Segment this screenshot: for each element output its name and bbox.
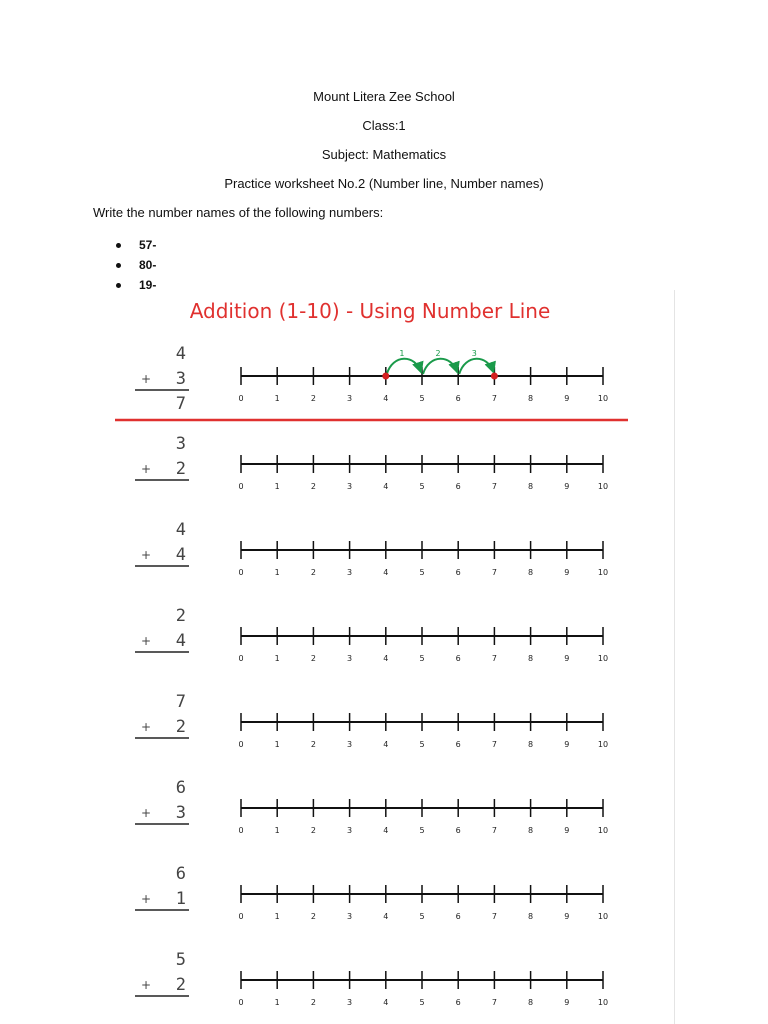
plus-sign: + <box>140 806 152 820</box>
tick-label: 6 <box>455 482 461 491</box>
tick-label: 7 <box>491 654 497 663</box>
tick-label: 0 <box>238 998 244 1007</box>
tick-label: 3 <box>347 826 353 835</box>
tick-label: 6 <box>455 826 461 835</box>
tick-label: 3 <box>347 912 353 921</box>
tick-label: 1 <box>274 568 280 577</box>
tick-label: 5 <box>419 568 425 577</box>
start-point-dot <box>382 373 389 380</box>
list-item <box>116 235 156 255</box>
tick-label: 2 <box>310 998 316 1007</box>
tick-label: 7 <box>491 998 497 1007</box>
tick-label: 3 <box>347 394 353 403</box>
tick-label: 5 <box>419 912 425 921</box>
end-point-dot <box>491 373 498 380</box>
jump-arrow <box>459 359 493 374</box>
tick-label: 4 <box>383 826 389 835</box>
addend-top: 2 <box>175 606 186 626</box>
tick-label: 1 <box>274 394 280 403</box>
list-item-text: 80- <box>139 258 157 272</box>
tick-label: 8 <box>528 826 534 835</box>
tick-label: 9 <box>564 912 570 921</box>
tick-label: 8 <box>528 654 534 663</box>
plus-sign: + <box>140 548 152 562</box>
tick-label: 0 <box>238 568 244 577</box>
tick-label: 8 <box>528 740 534 749</box>
tick-label: 6 <box>455 998 461 1007</box>
tick-label: 5 <box>419 826 425 835</box>
sum-result: 7 <box>175 394 186 414</box>
addend-bottom: 3 <box>175 369 186 389</box>
tick-label: 2 <box>310 568 316 577</box>
addend-top: 3 <box>175 434 186 454</box>
addend-top: 4 <box>175 520 186 540</box>
tick-label: 10 <box>597 998 609 1007</box>
addend-top: 7 <box>175 692 186 712</box>
tick-label: 1 <box>274 826 280 835</box>
tick-label: 0 <box>238 394 244 403</box>
tick-label: 0 <box>238 740 244 749</box>
jump-arrow <box>423 359 457 374</box>
tick-label: 8 <box>528 912 534 921</box>
tick-label: 4 <box>383 568 389 577</box>
addend-bottom: 2 <box>175 975 186 995</box>
tick-label: 4 <box>383 394 389 403</box>
tick-label: 2 <box>310 740 316 749</box>
addend-bottom: 1 <box>175 889 186 909</box>
tick-label: 9 <box>564 568 570 577</box>
tick-label: 1 <box>274 482 280 491</box>
class-label: Class:1 <box>362 118 406 133</box>
tick-label: 0 <box>238 912 244 921</box>
tick-label: 3 <box>347 998 353 1007</box>
tick-label: 9 <box>564 826 570 835</box>
tick-label: 3 <box>347 482 353 491</box>
tick-label: 1 <box>274 654 280 663</box>
tick-label: 9 <box>564 654 570 663</box>
list-item-text: 57- <box>139 238 157 252</box>
tick-label: 8 <box>528 394 534 403</box>
addend-top: 6 <box>175 778 186 798</box>
plus-sign: + <box>140 634 152 648</box>
school-name: Mount Litera Zee School <box>313 89 455 104</box>
tick-label: 9 <box>564 394 570 403</box>
tick-label: 4 <box>383 654 389 663</box>
number-line-title: Addition (1-10) - Using Number Line <box>189 299 551 323</box>
tick-label: 6 <box>455 568 461 577</box>
tick-label: 10 <box>597 654 609 663</box>
tick-label: 8 <box>528 482 534 491</box>
tick-label: 10 <box>597 740 609 749</box>
addend-bottom: 4 <box>175 631 186 651</box>
tick-label: 4 <box>383 912 389 921</box>
jump-label: 3 <box>471 349 477 358</box>
tick-label: 1 <box>274 912 280 921</box>
tick-label: 10 <box>597 912 609 921</box>
addend-bottom: 2 <box>175 459 186 479</box>
tick-label: 7 <box>491 826 497 835</box>
tick-label: 7 <box>491 740 497 749</box>
tick-label: 7 <box>491 482 497 491</box>
tick-label: 0 <box>238 826 244 835</box>
tick-label: 3 <box>347 568 353 577</box>
tick-label: 4 <box>383 998 389 1007</box>
bullet-icon <box>116 243 121 248</box>
number-names-instruction: Write the number names of the following numbers: <box>93 205 384 220</box>
worksheet-title: Practice worksheet No.2 (Number line, Number names) <box>224 176 544 191</box>
tick-label: 10 <box>597 394 609 403</box>
tick-label: 10 <box>597 826 609 835</box>
tick-label: 5 <box>419 740 425 749</box>
plus-sign: + <box>140 720 152 734</box>
tick-label: 9 <box>564 998 570 1007</box>
tick-label: 7 <box>491 912 497 921</box>
tick-label: 1 <box>274 740 280 749</box>
tick-label: 2 <box>310 654 316 663</box>
tick-label: 5 <box>419 482 425 491</box>
tick-label: 9 <box>564 740 570 749</box>
tick-label: 6 <box>455 394 461 403</box>
tick-label: 5 <box>419 654 425 663</box>
tick-label: 8 <box>528 998 534 1007</box>
jump-label: 2 <box>435 349 441 358</box>
tick-label: 7 <box>491 568 497 577</box>
number-names-list <box>116 235 156 295</box>
addend-top: 5 <box>175 950 186 970</box>
tick-label: 3 <box>347 654 353 663</box>
addend-bottom: 2 <box>175 717 186 737</box>
tick-label: 3 <box>347 740 353 749</box>
tick-label: 4 <box>383 482 389 491</box>
addend-bottom: 4 <box>175 545 186 565</box>
addend-bottom: 3 <box>175 803 186 823</box>
tick-label: 5 <box>419 394 425 403</box>
bullet-icon <box>116 263 121 268</box>
tick-label: 2 <box>310 912 316 921</box>
plus-sign: + <box>140 892 152 906</box>
tick-label: 10 <box>597 568 609 577</box>
list-item-text: 19- <box>139 278 157 292</box>
tick-label: 2 <box>310 394 316 403</box>
tick-label: 2 <box>310 826 316 835</box>
tick-label: 4 <box>383 740 389 749</box>
tick-label: 0 <box>238 654 244 663</box>
tick-label: 10 <box>597 482 609 491</box>
tick-label: 6 <box>455 740 461 749</box>
tick-label: 7 <box>491 394 497 403</box>
addend-top: 6 <box>175 864 186 884</box>
plus-sign: + <box>140 372 152 386</box>
tick-label: 6 <box>455 912 461 921</box>
jump-label: 1 <box>399 349 405 358</box>
tick-label: 5 <box>419 998 425 1007</box>
tick-label: 2 <box>310 482 316 491</box>
jump-arrow <box>387 359 421 374</box>
plus-sign: + <box>140 462 152 476</box>
list-item <box>116 255 156 275</box>
tick-label: 1 <box>274 998 280 1007</box>
tick-label: 0 <box>238 482 244 491</box>
plus-sign: + <box>140 978 152 992</box>
tick-label: 9 <box>564 482 570 491</box>
number-line-worksheet-image <box>0 290 676 1024</box>
addend-top: 4 <box>175 344 186 364</box>
tick-label: 6 <box>455 654 461 663</box>
subject-label: Subject: Mathematics <box>321 147 447 162</box>
tick-label: 8 <box>528 568 534 577</box>
bullet-icon <box>116 283 121 288</box>
